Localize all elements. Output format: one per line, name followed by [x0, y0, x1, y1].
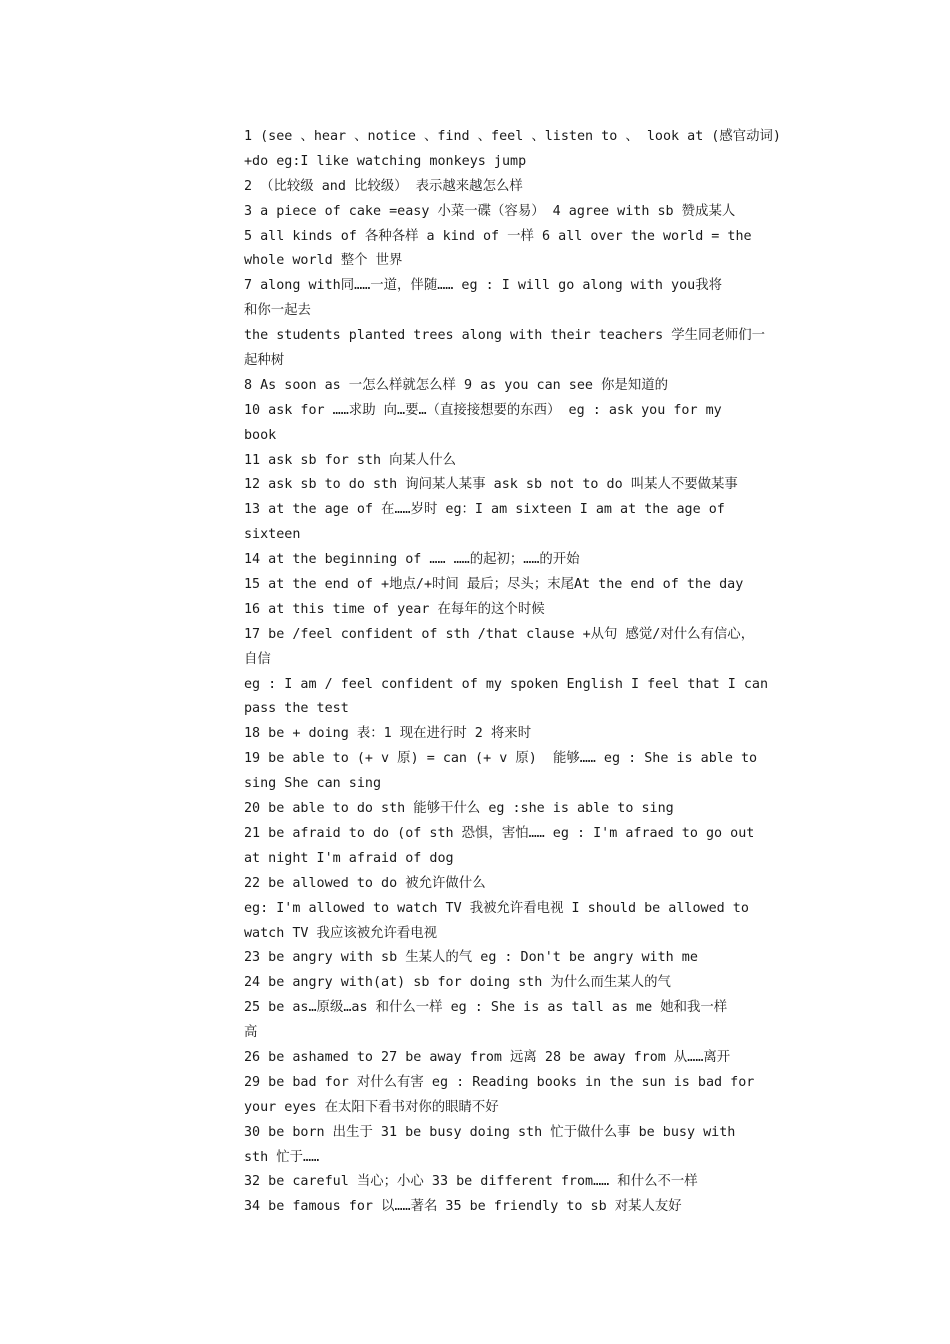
- text-line: 8 As soon as 一怎么样就怎么样 9 as you can see 你是知道的: [244, 377, 668, 393]
- text-line: book: [244, 427, 277, 443]
- document-body: [244, 125, 810, 1220]
- text-line: pass the test: [244, 701, 349, 717]
- text-line: 15 at the end of +地点/+时间 最后；尽头；末尾At the end of the day: [244, 577, 744, 593]
- text-line: 23 be angry with sb 生某人的气 eg : Don't be angry with me: [244, 950, 698, 966]
- text-line: 25 be as…原级…as 和什么一样 eg : She is as tall as me 她和我一样: [244, 1000, 728, 1016]
- text-line: 11 ask sb for sth 向某人什么: [244, 452, 457, 468]
- text-line: 18 be + doing 表：1 现在进行时 2 将来时: [244, 726, 532, 742]
- text-line: 17 be /feel confident of sth /that clause +从句 感觉/对什么有信心，: [244, 626, 755, 642]
- text-line: 3 a piece of cake =easy 小菜一碟（容易） 4 agree with sb 赞成某人: [244, 203, 736, 219]
- text-line: 1 (see 、hear 、notice 、find 、feel 、listen to 、 look at (感官动词): [244, 129, 781, 144]
- text-line: whole world 整个 世界: [244, 253, 403, 269]
- text-line: 24 be angry with(at) sb for doing sth 为什么而生某人的气: [244, 975, 671, 991]
- text-line: 和你一起去: [244, 303, 311, 319]
- text-line: 12 ask sb to do sth 询问某人某事 ask sb not to do 叫某人不要做某事: [244, 477, 738, 493]
- text-line: 5 all kinds of 各种各样 a kind of 一样 6 all over the world = the: [244, 228, 752, 244]
- text-line: 16 at this time of year 在每年的这个时候: [244, 601, 545, 617]
- text-line: sing She can sing: [244, 776, 382, 792]
- text-line: 30 be born 出生于 31 be busy doing sth 忙于做什么事 be busy with: [244, 1124, 736, 1140]
- text-line: 22 be allowed to do 被允许做什么: [244, 875, 486, 891]
- text-line: +do eg:I like watching monkeys jump: [244, 153, 527, 169]
- text-line: 29 be bad for 对什么有害 eg : Reading books in the sun is bad for: [244, 1074, 755, 1090]
- text-line: 26 be ashamed to 27 be away from 远离 28 be away from 从……离开: [244, 1049, 731, 1065]
- text-line: sth 忙于……: [244, 1149, 320, 1165]
- text-line: 10 ask for ……求助 向…要…（直接接想要的东西） eg : ask you for my: [244, 402, 722, 418]
- text-line: 32 be careful 当心；小心 33 be different from…… 和什么不一样: [244, 1174, 698, 1190]
- text-line: the students planted trees along with their teachers 学生同老师们一: [244, 328, 766, 344]
- text-line: sixteen: [244, 527, 301, 543]
- text-line: 19 be able to (+ v 原) = can (+ v 原) 能够…… eg : She is able to: [244, 751, 758, 767]
- text-line: 20 be able to do sth 能够干什么 eg :she is able to sing: [244, 801, 674, 817]
- text-line: eg: I'm allowed to watch TV 我被允许看电视 I should be allowed to: [244, 900, 749, 916]
- text-line: at night I'm afraid of dog: [244, 850, 454, 866]
- text-line: your eyes 在太阳下看书对你的眼睛不好: [244, 1099, 499, 1115]
- text-line: 起种树: [244, 353, 285, 369]
- text-line: eg : I am / feel confident of my spoken English I feel that I can: [244, 676, 769, 692]
- text-line: 21 be afraid to do (of sth 恐惧，害怕…… eg : I'm afraed to go out: [244, 825, 755, 841]
- text-line: watch TV 我应该被允许看电视: [244, 925, 438, 941]
- text-line: 7 along with同……一道，伴随…… eg : I will go along with you我将: [244, 278, 722, 294]
- text-line: 高: [244, 1025, 258, 1041]
- text-line: 13 at the age of 在……岁时 eg：I am sixteen I am at the age of: [244, 502, 725, 518]
- text-line: 14 at the beginning of …… ……的起初；……的开始: [244, 552, 580, 568]
- text-line: 自信: [244, 651, 271, 667]
- text-line: 2 （比较级 and 比较级） 表示越来越怎么样: [244, 178, 523, 194]
- text-line: 34 be famous for 以……著名 35 be friendly to sb 对某人友好: [244, 1199, 682, 1215]
